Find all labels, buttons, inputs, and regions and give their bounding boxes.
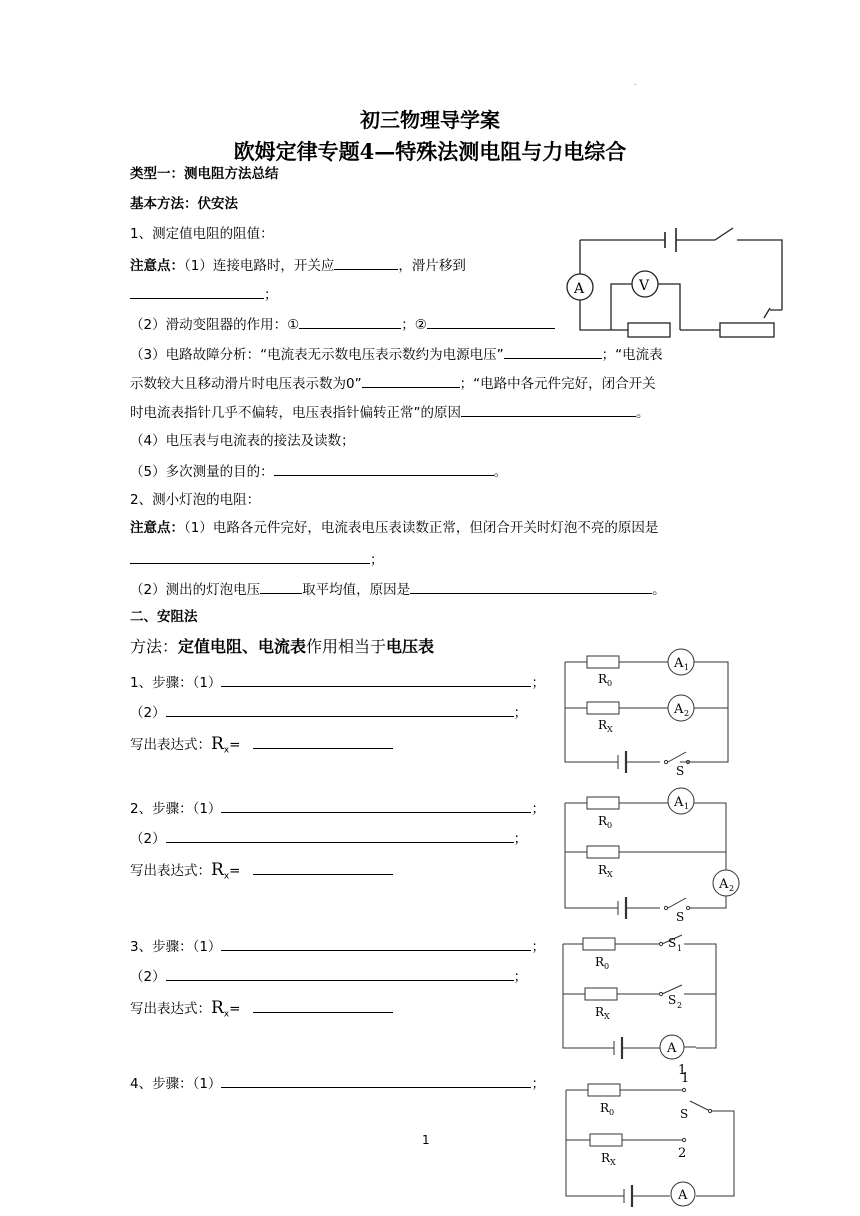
- method-d: 电压表: [386, 637, 435, 656]
- rx-sub: x: [223, 745, 230, 756]
- s1-label: S: [668, 936, 677, 950]
- eq: =: [229, 1001, 241, 1017]
- voltmeter-label: V: [639, 278, 650, 294]
- note-label: 注意点：: [130, 258, 184, 274]
- note3-text-e: 时电流表指针几乎不偏转，电压表指针偏转正常”的原因: [130, 405, 461, 421]
- a1-label: A: [674, 656, 684, 671]
- eq: =: [229, 737, 241, 753]
- note3-text-c: 示数较大且移动滑片时电压表示数为0”: [130, 376, 362, 392]
- rx-sub: x: [223, 1009, 230, 1020]
- method-a: 方法：: [130, 637, 179, 656]
- step-sub: （2）: [130, 831, 166, 847]
- page-number: 1: [422, 1133, 430, 1147]
- note1-text-b: ，滑片移到: [398, 258, 466, 274]
- punct: ；: [531, 675, 545, 691]
- stray-dot: .: [634, 78, 637, 87]
- punct: ；: [513, 831, 528, 847]
- note1-text-a: （1）连接电路时，开关应: [184, 258, 335, 274]
- r0-label: R: [595, 955, 605, 969]
- ammeter-label: A: [678, 1188, 688, 1203]
- a1-sub: 1: [684, 663, 690, 672]
- a2-sub: 2: [729, 884, 735, 893]
- page-title: 初三物理导学案: [360, 108, 500, 132]
- a1-label: A: [674, 795, 684, 810]
- punct: 。: [652, 582, 666, 598]
- lamp-note-2-text-a: （2）测出的灯泡电压: [130, 582, 261, 598]
- r0-label: R: [598, 814, 608, 828]
- rx-label: R: [598, 718, 608, 732]
- rx-sub: X: [610, 1158, 616, 1167]
- punct: ；: [531, 1076, 545, 1092]
- a1-sub: 1: [684, 802, 690, 811]
- r0-sub: 0: [607, 821, 613, 830]
- note3-text-d: ；“电路中各元件完好，闭合开关: [459, 376, 656, 392]
- punct: ；: [531, 939, 545, 955]
- rx-sub: X: [607, 870, 613, 879]
- expr-label: 写出表达式：: [130, 1001, 211, 1017]
- method-b: 定值电阻、电流表: [178, 637, 307, 656]
- punct: 。: [636, 405, 650, 421]
- switch-label: S: [676, 764, 685, 778]
- rx-sub: x: [223, 871, 230, 882]
- item2-heading: 2、测小灯泡的电阻：: [130, 492, 261, 508]
- section2-heading: 二、安阻法: [130, 609, 198, 625]
- r0-label: R: [600, 1101, 610, 1115]
- page-subtitle: 欧姆定律专题4—特殊法测电阻与力电综合: [233, 139, 627, 164]
- r0-sub: 0: [609, 1108, 615, 1117]
- r0-sub: 0: [604, 962, 610, 971]
- type-label: 类型一：测电阻方法总结: [130, 166, 279, 182]
- punct: ；: [513, 705, 528, 721]
- note3-text-b: ；“电流表: [601, 347, 663, 363]
- a2-label: A: [674, 702, 684, 717]
- punct: ；: [264, 287, 278, 303]
- expr-label: 写出表达式：: [130, 737, 211, 753]
- terminal-2-label: 2: [678, 1146, 687, 1161]
- step-label: 2、步骤：（1）: [130, 801, 222, 817]
- rx-symbol: R: [211, 860, 224, 880]
- lamp-note-2-text-b: 取平均值，原因是: [302, 582, 411, 598]
- rx-sub: X: [607, 725, 613, 734]
- punct: 。: [493, 464, 508, 480]
- step-label: 4、步骤：（1）: [130, 1076, 222, 1092]
- step-label: 3、步骤：（1）: [130, 939, 222, 955]
- item1-heading: 1、测定值电阻的阻值：: [130, 226, 274, 242]
- rx-label: R: [598, 863, 608, 877]
- basic-method: 基本方法：伏安法: [130, 196, 238, 212]
- terminal-1-label: 1: [678, 1063, 687, 1078]
- terminal-1-label: 1: [681, 1071, 690, 1086]
- punct: ；: [513, 969, 528, 985]
- step-label: 1、步骤：（1）: [130, 675, 222, 691]
- rx-label: R: [595, 1005, 605, 1019]
- eq: =: [229, 863, 241, 879]
- note-line-4: （4）电压表与电流表的接法及读数；: [130, 433, 355, 449]
- expr-label: 写出表达式：: [130, 863, 211, 879]
- r0-label: R: [598, 672, 608, 686]
- switch-label: S: [676, 910, 685, 924]
- step-sub: （2）: [130, 705, 166, 721]
- lamp-note-1-text: （1）电路各元件完好，电流表电压表读数正常，但闭合开关时灯泡不亮的原因是: [184, 520, 659, 536]
- rx-symbol: R: [211, 998, 224, 1018]
- note2-text-a: （2）滑动变阻器的作用：①: [130, 317, 300, 333]
- a2-label: A: [719, 877, 729, 892]
- note-label: 注意点：: [130, 520, 184, 536]
- rx-label: R: [601, 1151, 611, 1165]
- a2-sub: 2: [684, 709, 690, 718]
- punct: ；: [531, 801, 545, 817]
- note2-text-b: ；②: [401, 317, 427, 333]
- ammeter-label: A: [574, 281, 585, 297]
- s2-sub: 2: [677, 1001, 683, 1010]
- punct: ；: [370, 552, 384, 568]
- method-c: 作用相当于: [306, 637, 387, 656]
- step-sub: （2）: [130, 969, 166, 985]
- s1-sub: 1: [677, 944, 683, 953]
- note3-text-a: （3）电路故障分析：“电流表无示数电压表示数约为电源电压”: [130, 347, 504, 363]
- rx-sub: X: [604, 1012, 610, 1021]
- r0-sub: 0: [607, 679, 613, 688]
- s2-label: S: [668, 993, 677, 1007]
- ammeter-label: A: [667, 1041, 677, 1056]
- note5-text: （5）多次测量的目的：: [130, 464, 274, 480]
- switch-label: S: [680, 1107, 689, 1121]
- rx-symbol: R: [211, 734, 224, 754]
